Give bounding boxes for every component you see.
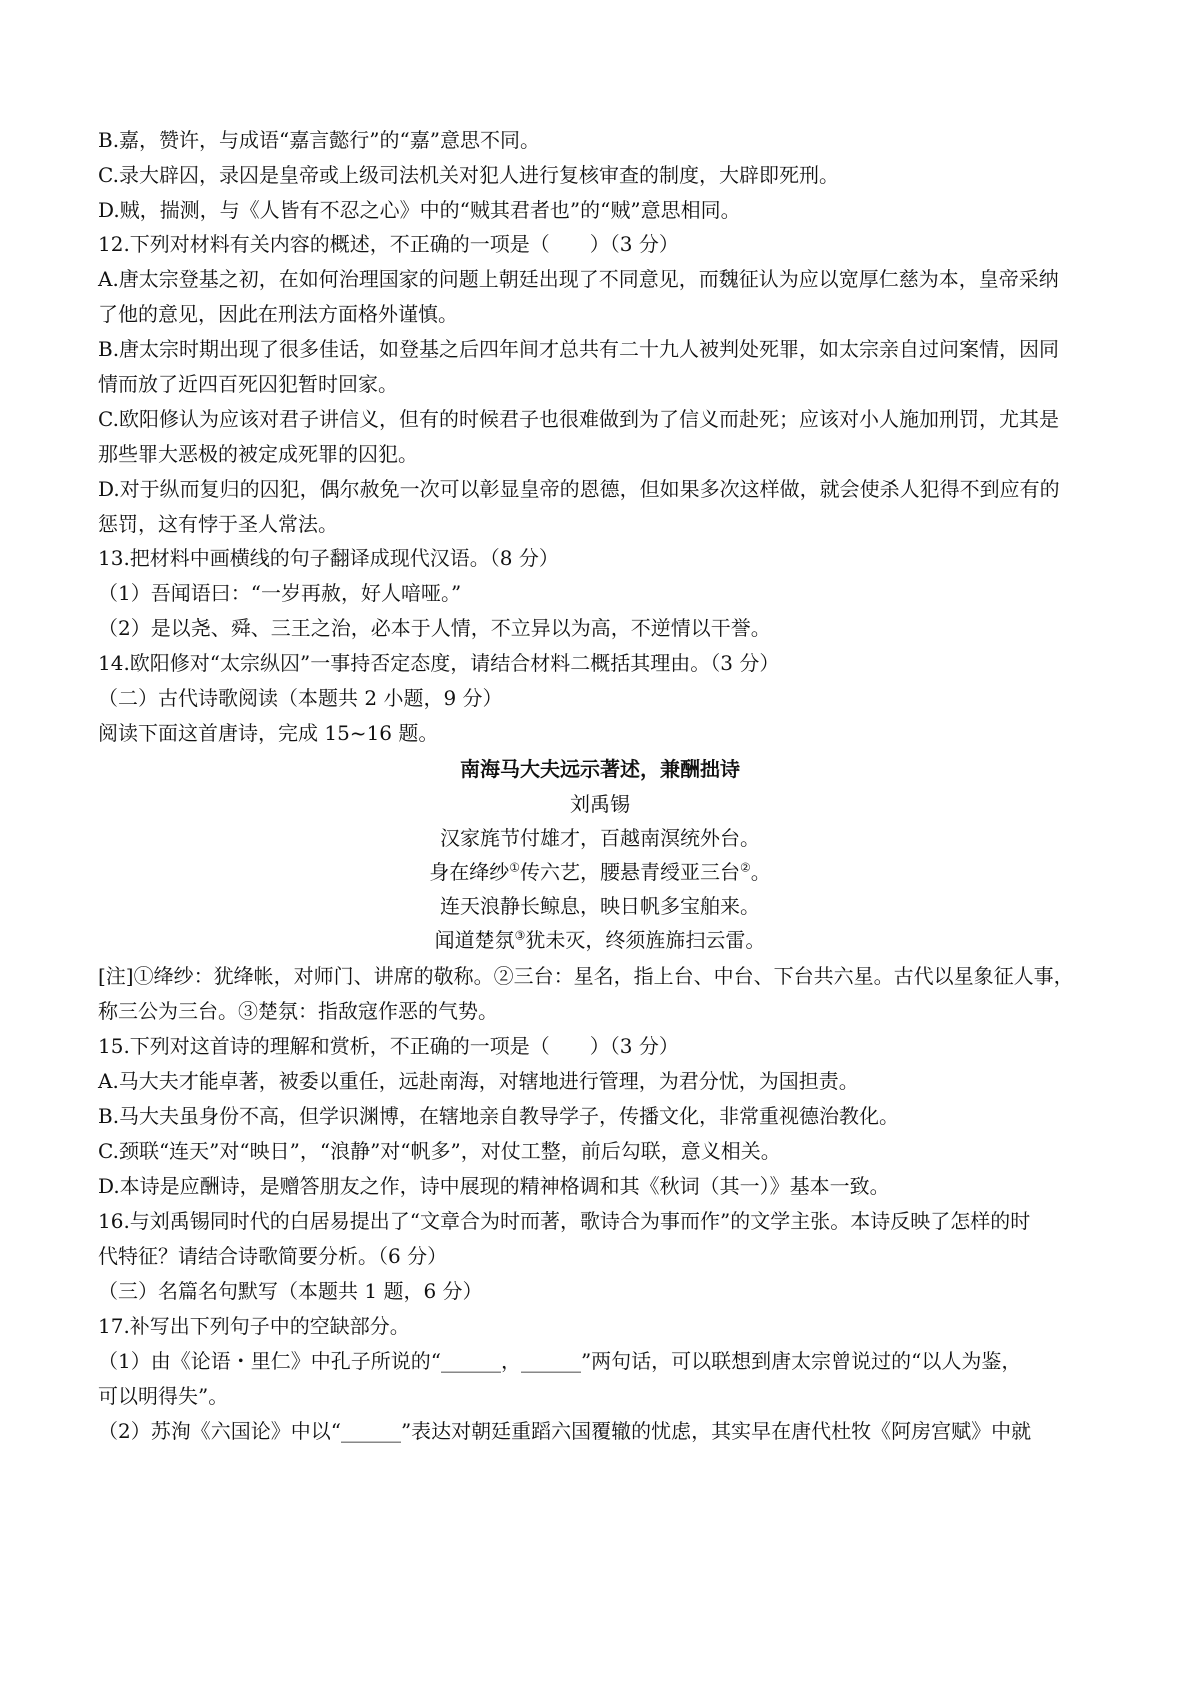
poem-title: 南海马大夫远示著述，兼酬拙诗 (460, 757, 740, 781)
poem-notes-line1: [注]①绛纱：犹绛帐，对师门、讲席的敬称。②三台：星名，指上台、中台、下台共六星。古代以星象征人事， (98, 964, 1074, 988)
q12-option-d-line1: D.对于纵而复归的囚犯，偶尔赦免一次可以彰显皇帝的恩德，但如果多次这样做，就会使杀人犯得不到应有的 (98, 477, 1060, 501)
q12-option-c-line1: C.欧阳修认为应该对君子讲信义，但有的时候君子也很难做到为了信义而赴死；应该对小人施加刑罚，尤其是 (98, 407, 1059, 431)
question-17: 17.补写出下列句子中的空缺部分。 (98, 1314, 410, 1338)
question-12: 12.下列对材料有关内容的概述，不正确的一项是（ ）（3 分） (98, 232, 679, 256)
option-b-q11: B.嘉，赞许，与成语“嘉言懿行”的“嘉”意思不同。 (98, 128, 540, 152)
q15-option-b: B.马大夫虽身份不高，但学识渊博，在辖地亲自教导学子，传播文化，非常重视德治教化。 (98, 1104, 900, 1128)
q15-option-c: C.颈联“连天”对“映日”，“浪静”对“帆多”，对仗工整，前后勾联，意义相关。 (98, 1139, 781, 1163)
poem-line-3: 连天浪静长鲸息，映日帆多宝舶来。 (440, 894, 760, 918)
q15-option-d: D.本诗是应酬诗，是赠答朋友之作，诗中展现的精神格调和其《秋词（其一）》基本一致。 (98, 1174, 890, 1198)
poem-line-4 (0, 925, 1200, 955)
q15-option-a: A.马大夫才能卓著，被委以重任，远赴南海，对辖地进行管理，为君分忧，为国担责。 (98, 1069, 859, 1093)
poem-author: 刘禹锡 (570, 792, 630, 816)
q12-option-a-line1: A.唐太宗登基之初，在如何治理国家的问题上朝廷出现了不同意见，而魏征认为应以宽厚仁慈为本，皇帝采纳 (98, 267, 1059, 291)
question-16-line2: 代特征？请结合诗歌简要分析。（6 分） (98, 1244, 448, 1268)
poem-line-2 (0, 857, 1200, 887)
q17-item-2-line1: （2）苏洵《六国论》中以“______”表达对朝廷重蹈六国覆辙的忧虑，其实早在唐代杜牧《阿房宫赋》中就 (98, 1419, 1032, 1443)
option-c-q11: C.录大辟囚，录囚是皇帝或上级司法机关对犯人进行复核审查的制度，大辟即死刑。 (98, 163, 839, 187)
poetry-instruction: 阅读下面这首唐诗，完成 15~16 题。 (98, 721, 439, 745)
note-marker-2: ② (740, 860, 751, 875)
note-marker-3: ③ (514, 928, 526, 943)
option-d-q11: D.贼，揣测，与《人皆有不忍之心》中的“贼其君者也”的“贼”意思相同。 (98, 198, 741, 222)
section-poetry-heading: （二）古代诗歌阅读（本题共 2 小题，9 分） (98, 686, 503, 710)
question-13: 13.把材料中画横线的句子翻译成现代汉语。（8 分） (98, 546, 559, 570)
q12-option-b-line1: B.唐太宗时期出现了很多佳话，如登基之后四年间才总共有二十九人被判处死罪，如太宗亲自过问案情，因同 (98, 337, 1060, 361)
question-16-line1: 16.与刘禹锡同时代的白居易提出了“文章合为时而著，歌诗合为事而作”的文学主张。本诗反映了怎样的时 (98, 1209, 1031, 1233)
q17-item-1-line2: 可以明得失”。 (98, 1384, 229, 1408)
q12-option-d-line2: 惩罚，这有悖于圣人常法。 (98, 512, 338, 536)
question-15: 15.下列对这首诗的理解和赏析，不正确的一项是（ ）（3 分） (98, 1034, 679, 1058)
q13-item-2: （2）是以尧、舜、三王之治，必本于人情，不立异以为高，不逆情以干誉。 (98, 616, 771, 640)
poem-line-2-part-b: 传六艺，腰悬青绶亚三台 (520, 860, 740, 884)
q12-option-b-line2: 情而放了近四百死囚犯暂时回家。 (98, 372, 398, 396)
q12-option-a-line2: 了他的意见，因此在刑法方面格外谨慎。 (98, 302, 458, 326)
q17-item-1-line1: （1）由《论语・里仁》中孔子所说的“______，______”两句话，可以联想到唐太宗曾说过的“以人为鉴， (98, 1349, 1022, 1373)
poem-line-4-part-b: 犹未灭，终须旌旆扫云雷。 (525, 928, 766, 952)
section-recitation-heading: （三）名篇名句默写（本题共 1 题，6 分） (98, 1279, 483, 1303)
q12-option-c-line2: 那些罪大恶极的被定成死罪的囚犯。 (98, 442, 418, 466)
poem-notes-line2: 称三公为三台。③楚氛：指敌寇作恶的气势。 (98, 999, 498, 1023)
note-marker-1: ① (509, 860, 520, 875)
q13-item-1: （1）吾闻语曰：“一岁再赦，好人喑哑。” (98, 581, 462, 605)
poem-line-2-part-c: 。 (750, 860, 771, 884)
poem-line-4-part-a: 闻道楚氛 (434, 928, 515, 952)
question-14: 14.欧阳修对“太宗纵囚”一事持否定态度，请结合材料二概括其理由。（3 分） (98, 651, 780, 675)
poem-line-1: 汉家旄节付雄才，百越南溟统外台。 (440, 826, 760, 850)
poem-line-2-part-a: 身在绛纱 (429, 860, 510, 884)
